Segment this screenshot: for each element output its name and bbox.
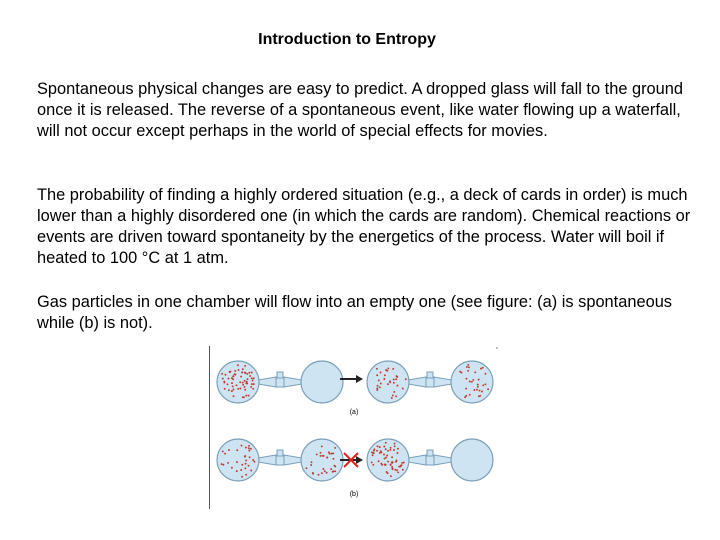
gas-particle: [396, 385, 398, 387]
gas-particle: [251, 383, 253, 385]
gas-particle: [480, 368, 482, 370]
gas-particle: [316, 453, 318, 455]
gas-particle: [387, 461, 389, 463]
gas-particle: [376, 368, 378, 370]
gas-particle: [467, 364, 469, 366]
gas-particle: [333, 465, 335, 467]
gas-particle: [231, 382, 233, 384]
gas-particle: [478, 379, 480, 381]
gas-particle: [240, 469, 242, 471]
gas-particle: [479, 390, 481, 392]
gas-particle: [465, 388, 467, 390]
gas-particle: [390, 475, 392, 477]
gas-particle: [231, 377, 233, 379]
gas-particle: [320, 452, 322, 454]
gas-particle: [385, 457, 387, 459]
gas-particle: [371, 451, 373, 453]
gas-particle: [310, 464, 312, 466]
left-bulb: [367, 361, 409, 403]
gas-particle: [236, 470, 238, 472]
gas-particle: [401, 462, 403, 464]
gas-particle: [390, 447, 392, 449]
gas-particle: [305, 467, 307, 469]
gas-particle: [389, 449, 391, 451]
gas-particle: [476, 389, 478, 391]
gas-particle: [242, 382, 244, 384]
gas-particle: [376, 389, 378, 391]
gas-particle: [250, 448, 252, 450]
gas-particle: [468, 366, 470, 368]
gas-particle: [386, 455, 388, 457]
gas-particle: [244, 386, 246, 388]
gas-particle: [222, 450, 224, 452]
paragraph-gas-particles: Gas particles in one chamber will flow into an empty one (see figure: (a) is spontaneous while (b) is not).: [37, 293, 673, 332]
gas-particle: [385, 448, 387, 450]
paragraph-spontaneous-changes: Spontaneous physical changes are easy to predict. A dropped glass will fall to the ground once it is released. The reverse of a spontaneous event, like water flowing up a waterfall, will not occur except perhaps in the world of special effects for movies.: [37, 80, 684, 140]
gas-particle: [326, 456, 328, 458]
gas-particle: [384, 458, 386, 460]
gas-particle: [240, 376, 242, 378]
gas-particle: [485, 373, 487, 375]
gas-particle: [464, 396, 466, 398]
gas-particle: [384, 464, 386, 466]
gas-particle: [242, 384, 244, 386]
gas-particle: [395, 378, 397, 380]
gas-particle: [487, 388, 489, 390]
gas-particle: [393, 391, 395, 393]
gas-particle: [311, 461, 313, 463]
gas-particle: [385, 442, 387, 444]
gas-particle: [392, 394, 394, 396]
arrow-not-spontaneous: [340, 453, 363, 467]
gas-particle: [386, 471, 388, 473]
gas-particle: [383, 446, 385, 448]
gas-particle: [225, 374, 227, 376]
gas-particle: [237, 364, 239, 366]
gas-particle: [246, 383, 248, 385]
gas-particle: [380, 383, 382, 385]
gas-particle: [244, 380, 246, 382]
gas-particle: [253, 461, 255, 463]
gas-particle: [469, 381, 471, 383]
gas-particle: [237, 388, 239, 390]
gas-particle: [373, 450, 375, 452]
gas-particle: [477, 386, 479, 388]
gas-particle: [372, 464, 374, 466]
gas-particle: [403, 462, 405, 464]
gas-particle: [469, 394, 471, 396]
gas-particle: [249, 375, 251, 377]
gas-particle: [473, 389, 475, 391]
gas-particle: [223, 381, 225, 383]
gas-particle: [376, 374, 378, 376]
gas-particle: [224, 453, 226, 455]
gas-particle: [233, 389, 235, 391]
gas-particle: [244, 365, 246, 367]
gas-particle: [253, 383, 255, 385]
page-title: Introduction to Entropy: [258, 31, 436, 48]
gas-particle: [244, 467, 246, 469]
gas-particle: [383, 378, 385, 380]
gas-particle: [390, 463, 392, 465]
gas-particle: [400, 465, 402, 467]
gas-particle: [227, 462, 229, 464]
gas-particle: [236, 461, 238, 463]
gas-particle: [482, 384, 484, 386]
gas-particle: [241, 464, 243, 466]
gas-particle: [252, 459, 254, 461]
gas-particle: [244, 389, 246, 391]
gas-particle: [371, 461, 373, 463]
right-bulb: [301, 439, 343, 481]
gas-particle: [394, 445, 396, 447]
gas-particle: [397, 471, 399, 473]
gas-particle: [251, 377, 253, 379]
gas-particle: [332, 471, 334, 473]
gas-particle: [334, 470, 336, 472]
gas-particle: [392, 468, 394, 470]
gas-particle: [474, 371, 476, 373]
gas-particle: [471, 381, 473, 383]
gas-particle: [248, 445, 250, 447]
gas-particle: [250, 470, 252, 472]
left-bulb: [217, 361, 259, 403]
gas-particle: [227, 383, 229, 385]
gas-particle: [396, 452, 398, 454]
gas-particle: [241, 476, 243, 478]
gas-particle: [246, 373, 248, 375]
gas-particle: [396, 376, 398, 378]
gas-particle: [224, 388, 226, 390]
gas-particle: [381, 464, 383, 466]
gas-particle: [233, 395, 235, 397]
gas-particle: [242, 396, 244, 398]
gas-particle: [321, 472, 323, 474]
gas-particle: [248, 395, 250, 397]
gas-particle: [380, 451, 382, 453]
gas-particle: [391, 466, 393, 468]
gas-particle: [245, 395, 247, 397]
gas-particle: [322, 468, 324, 470]
gas-particle: [378, 460, 380, 462]
gas-particle: [318, 474, 320, 476]
apparatus-b-after: [367, 439, 493, 481]
gas-particle: [484, 383, 486, 385]
apparatus-b-before: [217, 439, 343, 481]
gas-particle: [394, 469, 396, 471]
gas-particle: [380, 372, 382, 374]
gas-particle: [312, 473, 314, 475]
gas-particle: [379, 386, 381, 388]
gas-particle: [466, 366, 468, 368]
gas-particle: [241, 445, 243, 447]
gas-particle: [330, 468, 332, 470]
gas-particle: [481, 391, 483, 393]
gas-particle: [482, 367, 484, 369]
gas-particle: [249, 456, 251, 458]
gas-particle: [245, 459, 247, 461]
gas-particle: [392, 368, 394, 370]
right-bulb: [451, 439, 493, 481]
gas-particle: [478, 395, 480, 397]
gas-particle: [393, 382, 395, 384]
gas-particle: [384, 374, 386, 376]
gas-particle: [321, 445, 323, 447]
gas-particle: [248, 450, 250, 452]
label-b: (b): [349, 491, 359, 498]
gas-particle: [248, 372, 250, 374]
gas-particle: [378, 379, 380, 381]
gas-particle: [389, 380, 391, 382]
gas-particle: [236, 384, 238, 386]
gas-particle: [239, 381, 241, 383]
gas-particle: [385, 369, 387, 371]
gas-particle: [405, 378, 407, 380]
gas-particle: [241, 371, 243, 373]
gas-particle: [222, 378, 224, 380]
gas-particle: [391, 456, 393, 458]
gas-particle: [395, 395, 397, 397]
gas-particle: [222, 464, 224, 466]
gas-particle: [234, 373, 236, 375]
gas-particle: [391, 397, 393, 399]
gas-particle: [252, 380, 254, 382]
gas-particle: [387, 367, 389, 369]
gas-expansion-figure: [209, 346, 498, 509]
gas-particle: [393, 379, 395, 381]
gas-particle: [238, 369, 240, 371]
apparatus-a-after: [367, 361, 493, 403]
gas-particle: [252, 388, 254, 390]
gas-particle: [379, 446, 381, 448]
gas-particle: [320, 455, 322, 457]
gas-particle: [332, 452, 334, 454]
gas-particle: [253, 377, 255, 379]
gas-particle: [326, 472, 328, 474]
gas-particle: [332, 458, 334, 460]
gas-particle: [324, 470, 326, 472]
gas-particle: [221, 373, 223, 375]
gas-particle: [377, 445, 379, 447]
gas-particle: [392, 461, 394, 463]
gas-particle: [246, 381, 248, 383]
gas-particle: [228, 449, 230, 451]
gas-particle: [376, 387, 378, 389]
gas-particle: [232, 375, 234, 377]
gas-particle: [383, 454, 385, 456]
gas-particle: [232, 385, 234, 387]
gas-particle: [377, 385, 379, 387]
gas-particle: [459, 371, 461, 373]
gas-particle: [466, 378, 468, 380]
gas-particle: [248, 465, 250, 467]
gas-particle: [372, 454, 374, 456]
gas-particle: [231, 467, 233, 469]
gas-particle: [248, 447, 250, 449]
gas-particle: [221, 463, 223, 465]
gas-particle: [236, 449, 238, 451]
gas-particle: [394, 443, 396, 445]
gas-particle: [396, 460, 398, 462]
gas-particle: [247, 378, 249, 380]
gas-particle: [396, 469, 398, 471]
gas-particle: [376, 450, 378, 452]
gas-particle: [234, 370, 236, 372]
gas-particle: [402, 388, 404, 390]
apparatus-a-before: [217, 361, 343, 403]
gas-particle: [397, 448, 399, 450]
label-a: (a): [349, 409, 359, 416]
gas-particle: [467, 370, 469, 372]
gas-particle: [231, 390, 233, 392]
gas-particle: [245, 463, 247, 465]
gas-particle: [229, 371, 231, 373]
gas-particle: [251, 372, 253, 374]
paragraph-probability: The probability of finding a highly ordered situation (e.g., a deck of cards in order) is much lower than a highly disordered one (in which the cards are random). Chemical reactions or events are driven toward spontaneity by the energetics of the process. Water will boil if heated to 100 °C at 1 atm.: [37, 186, 691, 267]
gas-particle: [402, 469, 404, 471]
gas-expansion-diagram: [210, 346, 498, 509]
gas-particle: [239, 388, 241, 390]
gas-particle: [387, 450, 389, 452]
gas-particle: [245, 474, 247, 476]
gas-particle: [387, 383, 389, 385]
speck: [496, 347, 498, 349]
gas-particle: [245, 447, 247, 449]
gas-particle: [228, 389, 230, 391]
gas-particle: [322, 455, 324, 457]
gas-particle: [334, 447, 336, 449]
gas-particle: [228, 378, 230, 380]
gas-particle: [244, 455, 246, 457]
gas-particle: [244, 372, 246, 374]
gas-particle: [477, 384, 479, 386]
gas-particle: [250, 386, 252, 388]
gas-particle: [242, 368, 244, 370]
gas-particle: [329, 453, 331, 455]
gas-particle: [393, 449, 395, 451]
left-bulb: [367, 439, 409, 481]
right-bulb: [301, 361, 343, 403]
gas-particle: [472, 379, 474, 381]
